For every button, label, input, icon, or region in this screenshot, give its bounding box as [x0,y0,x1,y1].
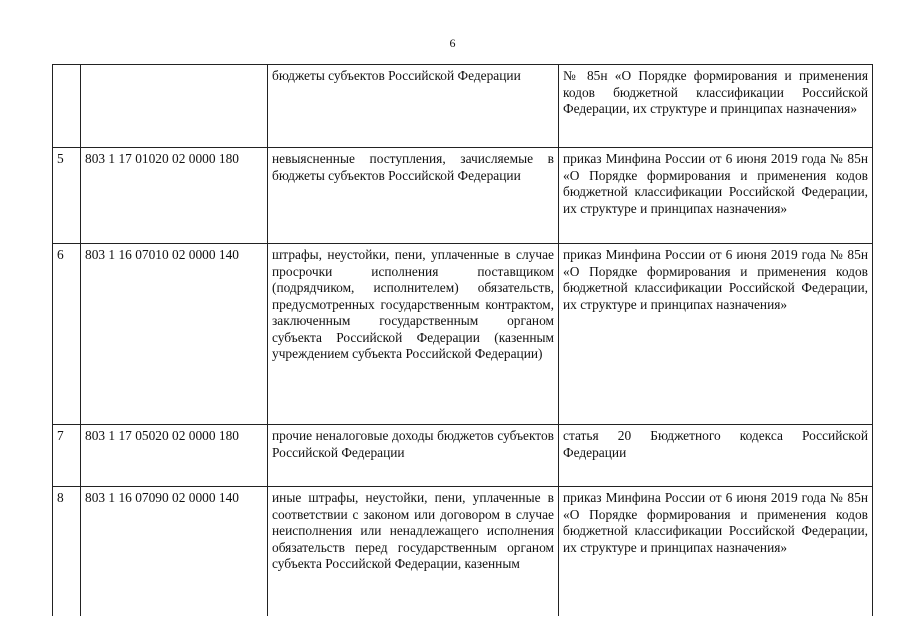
revenue-description: бюджеты субъектов Российской Федерации [268,65,559,148]
budget-code [81,65,268,148]
budget-code: 803 1 17 01020 02 0000 180 [81,148,268,244]
revenue-description: иные штрафы, неустойки, пени, уплаченные в соответствии с законом или договором в случае неисполнения или ненадлежащего исполнения обязательств перед государственным органом субъекта Российской Федерации, казенным [268,487,559,617]
budget-code: 803 1 17 05020 02 0000 180 [81,425,268,487]
revenue-description: прочие неналоговые доходы бюджетов субъектов Российской Федерации [268,425,559,487]
row-number: 8 [53,487,81,617]
table-row [53,425,873,487]
table-row [53,65,873,148]
legal-basis: статья 20 Бюджетного кодекса Российской Федерации [559,425,873,487]
revenue-description: штрафы, неустойки, пени, уплаченные в случае просрочки исполнения поставщиком (подрядчиком, исполнителем) обязательств, предусмотренных государственным контрактом, заключенным государственным органом субъекта Российской Федерации (казенным учреждением субъекта Российской Федерации) [268,244,559,425]
table-row [53,487,873,617]
row-number: 6 [53,244,81,425]
legal-basis: приказ Минфина России от 6 июня 2019 года № 85н «О Порядке формирования и применения кодов бюджетной классификации Российской Федерации, их структуре и принципах назначения» [559,487,873,617]
page-number: 6 [449,36,456,50]
legal-basis: № 85н «О Порядке формирования и применения кодов бюджетной классификации Российской Федерации, их структуре и принципах назначения» [559,65,873,148]
table-row [53,148,873,244]
row-number: 7 [53,425,81,487]
budget-code: 803 1 16 07010 02 0000 140 [81,244,268,425]
revenue-description: невыясненные поступления, зачисляемые в бюджеты субъектов Российской Федерации [268,148,559,244]
row-number: 5 [53,148,81,244]
legal-basis: приказ Минфина России от 6 июня 2019 года № 85н «О Порядке формирования и применения кодов бюджетной классификации Российской Федерации, их структуре и принципах назначения» [559,244,873,425]
revenue-codes-table [52,64,873,616]
budget-code: 803 1 16 07090 02 0000 140 [81,487,268,617]
legal-basis: приказ Минфина России от 6 июня 2019 года № 85н «О Порядке формирования и применения кодов бюджетной классификации Российской Федерации, их структуре и принципах назначения» [559,148,873,244]
row-number [53,65,81,148]
table-row [53,244,873,425]
